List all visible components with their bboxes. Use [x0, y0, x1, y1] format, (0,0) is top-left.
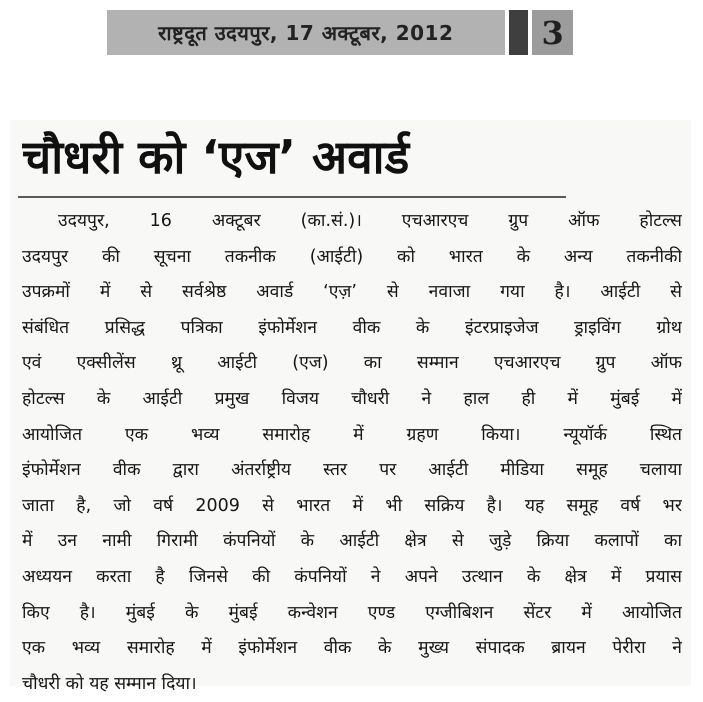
- article-line: होटल्स के आईटी प्रमुख विजय चौधरी ने हाल ही में मुंबई में: [22, 388, 682, 409]
- article-line: आयोजित एक भव्य समारोह में ग्रहण किया। न्यूयॉर्क स्थित: [22, 424, 682, 445]
- article-line: में उन नामी गिरामी कंपनियों के आईटी क्षेत्र से जुड़े क्रिया कलापों का: [22, 531, 682, 552]
- article-line: उदयपुर की सूचना तकनीक (आईटी) को भारत के अन्य तकनीकी: [22, 246, 682, 267]
- article-line: एवं एक्सीलेंस थ्रू आईटी (एज) का सम्मान एचआरएच ग्रुप ऑफ: [22, 353, 682, 374]
- newspaper-masthead: [107, 10, 573, 55]
- headline-divider: [18, 196, 566, 198]
- article-line: संबंधित प्रसिद्ध पत्रिका इंफोर्मेशन वीक के इंटरप्राइजेज ड्राइविंग ग्रोथ: [22, 317, 682, 338]
- article-line: चौधरी को यह सम्मान दिया।: [22, 673, 197, 694]
- article-line: इंफोर्मेशन वीक द्वारा अंतर्राष्ट्रीय स्तर पर आईटी मीडिया समूह चलाया: [22, 460, 682, 481]
- article-line: एक भव्य समारोह में इंफोर्मेशन वीक के मुख्य संपादक ब्रायन पेरीरा ने: [22, 638, 682, 659]
- page-marker-bar: [509, 10, 529, 55]
- page-number: 3: [532, 10, 573, 55]
- dateline: राष्ट्रदूत उदयपुर, 17 अक्टूबर, 2012: [107, 10, 505, 55]
- article-body: [22, 204, 682, 702]
- article-headline: चौधरी को ‘एज’ अवार्ड: [22, 130, 410, 184]
- article-line: उदयपुर, 16 अक्टूबर (का.सं.)। एचआरएच ग्रुप ऑफ होटल्स: [58, 211, 682, 231]
- article-line: उपक्रमों में से सर्वश्रेष्ठ अवार्ड ‘एज़’ से नवाजा गया है। आईटी से: [22, 282, 682, 303]
- article-line: जाता है, जो वर्ष 2009 से भारत में भी सक्रिय है। यह समूह वर्ष भर: [22, 495, 682, 516]
- article-line: किए है। मुंबई के मुंबई कन्वेशन एण्ड एग्जीबिशन सेंटर में आयोजित: [22, 602, 682, 623]
- article-line: अध्ययन करता है जिनसे की कंपनियों ने अपने उत्थान के क्षेत्र में प्रयास: [22, 566, 682, 587]
